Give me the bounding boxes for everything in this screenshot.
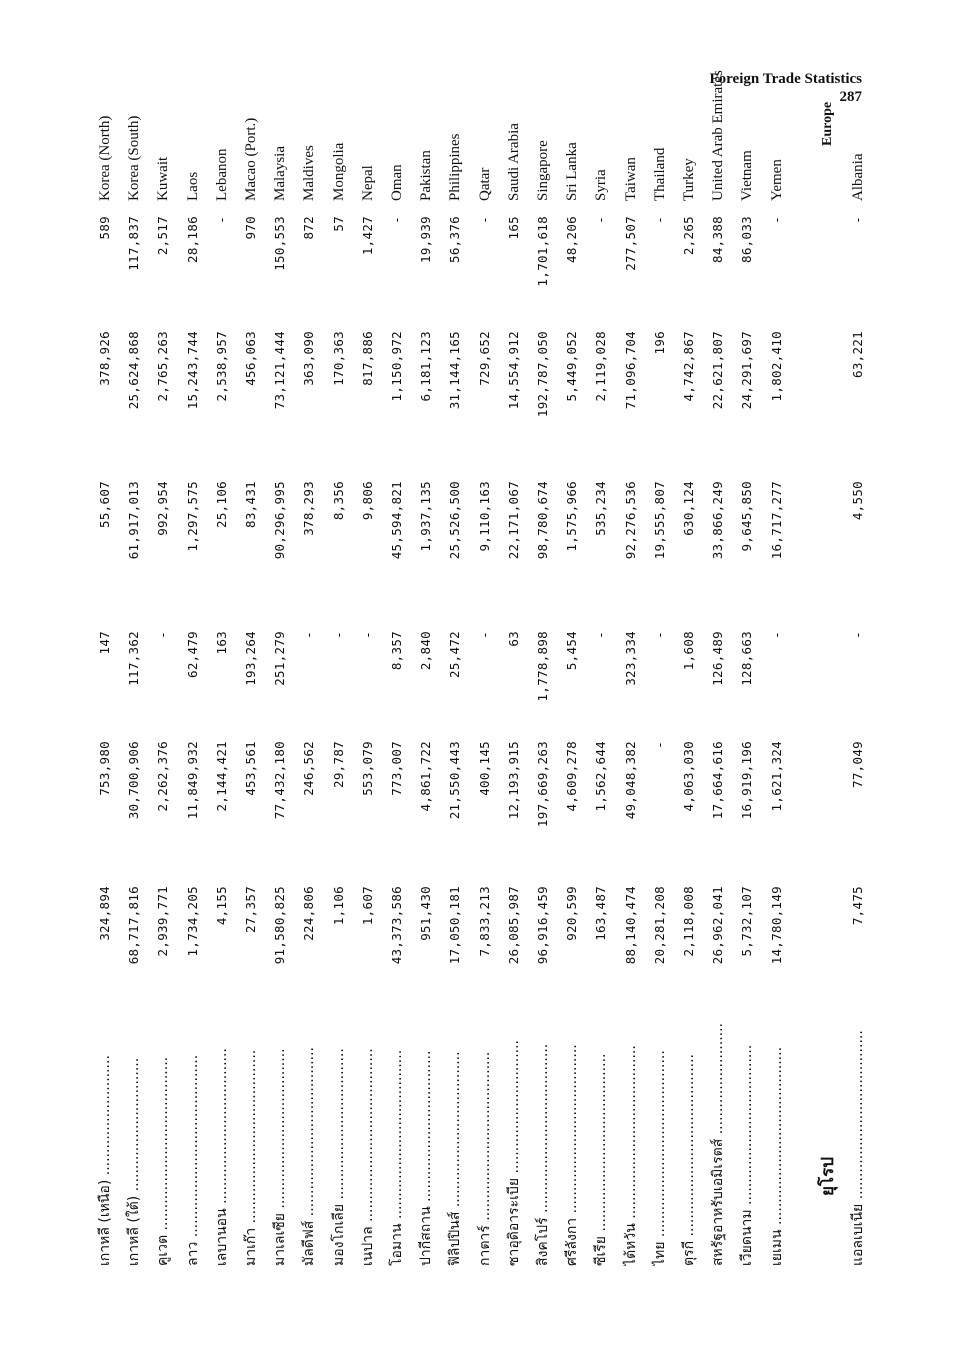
value-cell-col-2: 4,063,030 [681, 741, 696, 812]
country-name-english: Vietnam [739, 150, 756, 201]
value-cell-col-6: 56,376 [447, 216, 463, 263]
table-row [121, 0, 147, 1361]
table-row [559, 0, 585, 1361]
value-cell-col-5: 817,886 [359, 331, 375, 386]
country-name-thai: เนปาล ....................................... [359, 1048, 376, 1266]
value-cell-col-2: 12,193,915 [505, 741, 521, 820]
value-cell-col-5: 170,363 [330, 331, 346, 386]
value-cell-col-4: 19,555,807 [651, 481, 667, 560]
value-cell-col-3: - [155, 631, 171, 639]
value-cell-col-2: 2,144,421 [213, 741, 229, 812]
table-row [734, 0, 760, 1361]
value-cell-col-3: - [651, 631, 667, 639]
section-heading-thai: ยุโรป [817, 1156, 838, 1196]
value-cell-col-1: 2,118,008 [681, 886, 696, 957]
value-cell-col-4: 9,110,163 [476, 481, 492, 552]
value-cell-col-2: 4,861,722 [418, 741, 434, 812]
value-cell-col-1: 27,357 [243, 886, 258, 933]
page-number: 287 [839, 89, 862, 105]
value-cell-col-6: - [849, 216, 865, 224]
table-row [413, 0, 439, 1361]
value-cell-col-1: 920,599 [564, 886, 580, 941]
value-cell-col-6: 1,701,618 [535, 216, 550, 287]
country-name-thai: ไทย .......................................... [651, 1050, 668, 1266]
country-name-english: Mongolia [330, 142, 347, 201]
country-name-english: Korea (North) [97, 115, 113, 201]
value-cell-col-1: 14,780,149 [768, 886, 784, 965]
value-cell-col-3: 323,334 [622, 631, 638, 686]
country-name-english: Nepal [359, 165, 376, 201]
value-cell-col-1: 26,962,041 [710, 886, 726, 965]
table-row [588, 0, 614, 1361]
value-cell-col-5: 363,090 [301, 331, 317, 386]
value-cell-col-2: 77,049 [849, 741, 865, 788]
country-name-thai: มาเลเซีย .................................... [272, 1048, 289, 1266]
country-name-thai: ซาอุดิอาระเบีย .............................. [505, 1039, 522, 1266]
value-cell-col-2: 49,048,382 [622, 741, 638, 820]
value-cell-col-4: 1,575,966 [564, 481, 580, 552]
value-cell-col-3: 2,840 [418, 631, 434, 671]
table-row [267, 0, 293, 1361]
value-cell-col-1: 96,916,459 [535, 886, 550, 965]
value-cell-col-1: 26,085,987 [505, 886, 521, 965]
value-cell-col-6: 117,837 [126, 216, 142, 271]
value-cell-col-6: - [768, 216, 784, 224]
country-name-thai: เยเมน ........................................ [768, 1046, 785, 1266]
value-cell-col-5: 4,742,867 [681, 331, 696, 402]
table-row [150, 0, 176, 1361]
country-name-thai: เกาหลี (ใต้) .............................. [126, 1057, 143, 1266]
value-cell-col-2: 197,669,263 [535, 741, 550, 828]
value-cell-col-4: 992,954 [155, 481, 171, 536]
value-cell-col-4: 83,431 [243, 481, 258, 528]
country-name-english: Yemen [768, 159, 785, 201]
table-row [238, 0, 264, 1361]
value-cell-col-5: 25,624,868 [126, 331, 142, 410]
value-cell-col-4: 1,297,575 [184, 481, 200, 552]
value-cell-col-1: 324,894 [97, 886, 112, 941]
table-row [472, 0, 498, 1361]
value-cell-col-2: 2,262,376 [155, 741, 171, 812]
country-name-thai: เวียดนาม .................................... [739, 1044, 756, 1266]
value-cell-col-3: - [359, 631, 375, 639]
value-cell-col-3: 5,454 [564, 631, 580, 671]
country-name-english: Pakistan [418, 150, 435, 201]
country-name-thai: แอลเบเนีย ...................................... [849, 1030, 866, 1266]
value-cell-col-1: 20,281,208 [651, 886, 667, 965]
value-cell-col-6: 48,206 [564, 216, 580, 263]
country-name-english: Thailand [651, 147, 668, 201]
value-cell-col-1: 43,373,586 [389, 886, 404, 965]
table-row [676, 0, 702, 1361]
value-cell-col-6: - [476, 216, 492, 224]
country-name-thai: สิงคโปร์ ...................................... [535, 1043, 551, 1266]
value-cell-col-2: 17,664,616 [710, 741, 726, 820]
value-cell-col-1: 7,475 [849, 886, 865, 926]
value-cell-col-5: 6,181,123 [418, 331, 434, 402]
value-cell-col-4: 55,607 [97, 481, 112, 528]
value-cell-col-5: 63,221 [849, 331, 865, 378]
table-row [442, 0, 468, 1361]
value-cell-col-4: 98,780,674 [535, 481, 550, 560]
value-cell-col-2: 16,919,196 [739, 741, 755, 820]
value-cell-col-3: - [768, 631, 784, 639]
value-cell-col-6: 19,939 [418, 216, 434, 263]
value-cell-col-1: 224,806 [301, 886, 317, 941]
value-cell-col-3: - [593, 631, 609, 639]
country-name-thai: มัลดีฟส์ ...................................... [301, 1047, 318, 1266]
table-row [530, 0, 556, 1361]
country-name-thai: มาเก๊า ....................................... [243, 1049, 259, 1266]
value-cell-col-3: 163 [213, 631, 229, 655]
value-cell-col-2: 4,609,278 [564, 741, 580, 812]
value-cell-col-1: 17,050,181 [447, 886, 463, 965]
table-row [845, 0, 871, 1361]
value-cell-col-2: 1,562,644 [593, 741, 609, 812]
country-name-thai: เลบานอน ................................... [213, 1048, 230, 1266]
value-cell-col-3: 62,479 [184, 631, 200, 678]
running-title: Foreign Trade Statistics [709, 71, 862, 87]
country-name-english: Malaysia [272, 146, 289, 201]
value-cell-col-3: 147 [97, 631, 112, 655]
table-row [764, 0, 790, 1361]
value-cell-col-3: 1,778,898 [535, 631, 550, 702]
value-cell-col-3: 8,357 [389, 631, 404, 671]
value-cell-col-4: 9,806 [359, 481, 375, 521]
value-cell-col-4: 16,717,277 [768, 481, 784, 560]
value-cell-col-6: - [651, 216, 667, 224]
value-cell-col-6: - [593, 216, 609, 224]
value-cell-col-1: 68,717,816 [126, 886, 142, 965]
value-cell-col-5: 31,144,165 [447, 331, 463, 410]
value-cell-col-4: 378,293 [301, 481, 317, 536]
country-name-thai: คูเวต ....................................... [155, 1056, 172, 1266]
value-cell-col-1: 7,833,213 [476, 886, 492, 957]
value-cell-col-5: 192,787,050 [535, 331, 550, 418]
value-cell-col-2: 29,787 [330, 741, 346, 788]
value-cell-col-6: 970 [243, 216, 258, 240]
value-cell-col-5: 2,119,028 [593, 331, 609, 402]
value-cell-col-2: 11,849,932 [184, 741, 200, 820]
value-cell-col-2: 21,550,443 [447, 741, 463, 820]
value-cell-col-4: 22,171,067 [505, 481, 521, 560]
value-cell-col-3: - [849, 631, 865, 639]
country-name-english: Philippines [447, 133, 464, 201]
value-cell-col-2: 553,079 [359, 741, 375, 796]
value-cell-col-4: 33,866,249 [710, 481, 726, 560]
country-name-thai: ตุรกี ......................................... [681, 1054, 697, 1266]
value-cell-col-6: 1,427 [359, 216, 375, 256]
value-cell-col-5: 2,765,263 [155, 331, 171, 402]
value-cell-col-3: - [330, 631, 346, 639]
country-name-english: Oman [389, 164, 405, 201]
value-cell-col-1: 2,939,771 [155, 886, 171, 957]
value-cell-col-4: 8,356 [330, 481, 346, 521]
country-name-english: Sri Lanka [564, 142, 581, 201]
table-row [384, 0, 410, 1361]
country-name-english: Maldives [301, 145, 318, 201]
country-name-english: Macao (Port.) [243, 117, 259, 201]
value-cell-col-3: 251,279 [272, 631, 288, 686]
value-cell-col-6: 277,507 [622, 216, 638, 271]
table-row [618, 0, 644, 1361]
country-name-thai: ลาว ......................................... [184, 1054, 201, 1266]
country-name-english: Lebanon [213, 148, 230, 201]
value-cell-col-4: 535,234 [593, 481, 609, 536]
value-cell-col-4: 630,124 [681, 481, 696, 536]
value-cell-col-6: 86,033 [739, 216, 755, 263]
value-cell-col-2: 77,432,180 [272, 741, 288, 820]
value-cell-col-5: 24,291,697 [739, 331, 755, 410]
country-name-thai: ฟิลิปปินส์ ................................... [447, 1051, 464, 1266]
value-cell-col-5: 729,652 [476, 331, 492, 386]
value-cell-col-3: - [476, 631, 492, 639]
country-name-english: Kuwait [155, 156, 172, 201]
value-cell-col-5: 1,802,410 [768, 331, 784, 402]
value-cell-col-3: 128,663 [739, 631, 755, 686]
country-name-thai: กาตาร์ ...................................... [476, 1051, 493, 1266]
table-row [92, 0, 118, 1361]
value-cell-col-4: 90,296,995 [272, 481, 288, 560]
table-row [180, 0, 206, 1361]
table-row [326, 0, 352, 1361]
country-name-thai: โอมาน ...................................... [389, 1049, 405, 1266]
table-row [296, 0, 322, 1361]
country-name-english: Laos [184, 171, 201, 201]
value-cell-col-5: 14,554,912 [505, 331, 521, 410]
country-name-thai: ซีเรีย ........................................ [593, 1053, 610, 1266]
value-cell-col-6: 589 [97, 216, 112, 240]
country-name-thai: ไต้หวัน ....................................... [622, 1045, 639, 1266]
value-cell-col-4: 25,106 [213, 481, 229, 528]
value-cell-col-1: 88,140,474 [622, 886, 638, 965]
value-cell-col-5: 456,063 [243, 331, 258, 386]
section-heading-english: Europe [819, 101, 835, 146]
country-name-english: Qatar [476, 167, 493, 201]
value-cell-col-4: 45,594,821 [389, 481, 404, 560]
country-name-english: Korea (South) [126, 115, 143, 201]
value-cell-col-1: 163,487 [593, 886, 609, 941]
value-cell-col-5: 73,121,444 [272, 331, 288, 410]
country-name-english: Taiwan [622, 157, 639, 201]
value-cell-col-6: - [213, 216, 229, 224]
value-cell-col-5: 5,449,052 [564, 331, 580, 402]
value-cell-col-5: 22,621,807 [710, 331, 726, 410]
value-cell-col-3: 117,362 [126, 631, 142, 686]
value-cell-col-6: 165 [505, 216, 521, 240]
value-cell-col-4: 25,526,500 [447, 481, 463, 560]
value-cell-col-3: 193,264 [243, 631, 258, 686]
value-cell-col-1: 951,430 [418, 886, 434, 941]
value-cell-col-5: 71,096,704 [622, 331, 638, 410]
value-cell-col-3: 126,489 [710, 631, 726, 686]
value-cell-col-6: 2,265 [681, 216, 696, 256]
value-cell-col-6: 28,186 [184, 216, 200, 263]
value-cell-col-5: 2,538,957 [213, 331, 229, 402]
value-cell-col-4: 92,276,536 [622, 481, 638, 560]
value-cell-col-2: 773,007 [389, 741, 404, 796]
value-cell-col-3: - [301, 631, 317, 639]
value-cell-col-6: 57 [330, 216, 346, 232]
value-cell-col-1: 1,734,205 [184, 886, 200, 957]
table-row [647, 0, 673, 1361]
table-row [501, 0, 527, 1361]
country-name-thai: ศรีลังกา ...................................... [564, 1044, 581, 1266]
table-row [705, 0, 731, 1361]
value-cell-col-1: 1,607 [359, 886, 375, 926]
table-row [209, 0, 235, 1361]
value-cell-col-2: 1,621,324 [768, 741, 784, 812]
value-cell-col-3: 63 [505, 631, 521, 647]
value-cell-col-6: 84,388 [710, 216, 726, 263]
country-name-english: Saudi Arabia [505, 123, 522, 201]
value-cell-col-2: 400,145 [476, 741, 492, 796]
value-cell-col-5: 15,243,744 [184, 331, 200, 410]
value-cell-col-1: 91,580,825 [272, 886, 288, 965]
value-cell-col-6: 872 [301, 216, 317, 240]
value-cell-col-5: 378,926 [97, 331, 112, 386]
value-cell-col-5: 1,150,972 [389, 331, 404, 402]
value-cell-col-1: 1,106 [330, 886, 346, 926]
country-name-english: Albania [849, 153, 866, 201]
section-heading-row [815, 0, 841, 1361]
country-name-english: Singapore [535, 140, 551, 201]
country-name-english: Turkey [681, 158, 697, 201]
value-cell-col-4: 1,937,135 [418, 481, 434, 552]
value-cell-col-2: - [651, 741, 667, 749]
value-cell-col-3: 25,472 [447, 631, 463, 678]
value-cell-col-4: 9,645,850 [739, 481, 755, 552]
country-name-thai: สหรัฐอาหรับเอมิเรตส์ ......................... [710, 1023, 727, 1266]
country-name-thai: เกาหลี (เหนือ) ........................... [97, 1055, 113, 1266]
value-cell-col-4: 61,917,013 [126, 481, 142, 560]
country-name-thai: มองโกเลีย .................................. [330, 1048, 347, 1266]
country-name-thai: ปากีสถาน .................................. [418, 1050, 435, 1266]
table-row [355, 0, 381, 1361]
country-name-english: Syria [593, 169, 610, 201]
value-cell-col-2: 753,980 [97, 741, 112, 796]
value-cell-col-6: 150,553 [272, 216, 288, 271]
value-cell-col-2: 453,561 [243, 741, 258, 796]
value-cell-col-3: 1,608 [681, 631, 696, 671]
country-name-english: United Arab Emirates [710, 70, 727, 201]
value-cell-col-5: 196 [651, 331, 667, 355]
value-cell-col-6: 2,517 [155, 216, 171, 256]
value-cell-col-2: 30,700,906 [126, 741, 142, 820]
value-cell-col-2: 246,562 [301, 741, 317, 796]
value-cell-col-6: - [389, 216, 404, 224]
value-cell-col-4: 4,550 [849, 481, 865, 521]
value-cell-col-1: 4,155 [213, 886, 229, 926]
value-cell-col-1: 5,732,107 [739, 886, 755, 957]
